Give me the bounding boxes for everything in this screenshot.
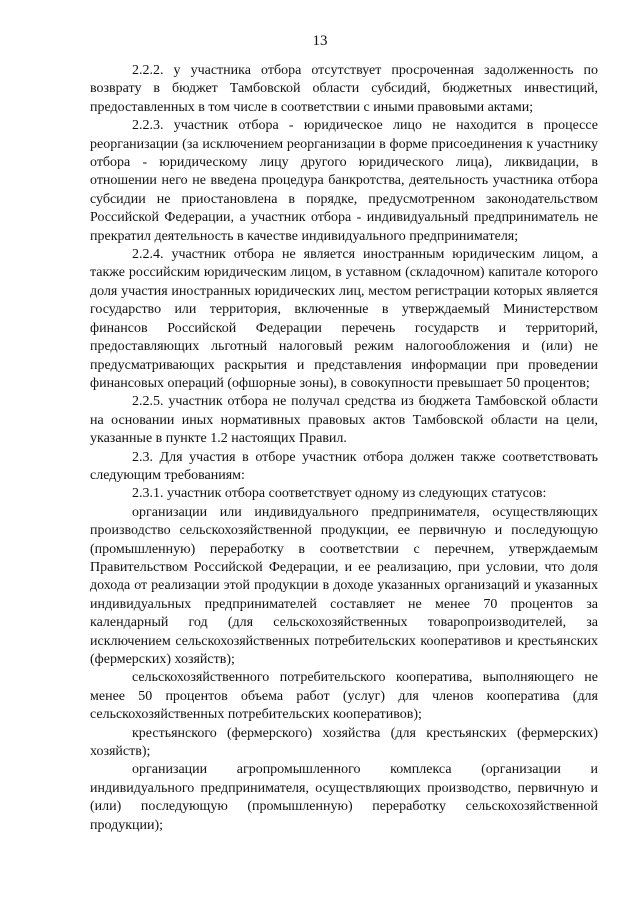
paragraph-2-2-5: 2.2.5. участник отбора не получал средства из бюджета Тамбовской области на основании иных нормативных правовых актов Тамбовской области на цели, указанные в пункте 1.2 настоящих Правил. <box>90 394 598 447</box>
paragraph-2-2-3: 2.2.3. участник отбора - юридическое лицо не находится в процессе реорганизации (за исключением реорганизации в форме присоединения к участнику отбора - юридическому лицу другого юридического лица), ликвидации, в отношении него не введена процедура банкротства, деятельность участника отбора субсидии не приостановлена в порядке, предусмотренном законодательством Российской Федерации, а участник отбора - индивидуальный предприниматель не прекратил деятельность в качестве индивидуального предпринимателя; <box>90 118 598 244</box>
document-body <box>90 62 598 835</box>
status-item-agro-complex: организации агропромышленного комплекса (организации и индивидуального предпринимателя, осуществляющих производство, первичную и (или) последующую (промышленную) переработку сельскохозяйственной продукции); <box>90 762 598 833</box>
status-item-organization: организации или индивидуального предпринимателя, осуществляющих производство сельскохозяйственной продукции, ее первичную и последующую (промышленную) переработку в соответствии с перечнем, утверждаемым Правительством Российской Федерации, и ее реализацию, при условии, что доля дохода от реализации этой продукции в доходе указанных организаций и указанных индивидуальных предпринимателей составляет не менее 70 процентов за календарный год (для сельскохозяйственных товаропроизводителей, за исключением сельскохозяйственных потребительских кооперативов и крестьянских (фермерских) хозяйств); <box>90 504 598 667</box>
status-item-farm: крестьянского (фермерского) хозяйства (для крестьянских (фермерских) хозяйств); <box>90 725 598 760</box>
paragraph-2-3-1: 2.3.1. участник отбора соответствует одному из следующих статусов: <box>132 486 547 502</box>
paragraph-2-2-2: 2.2.2. у участника отбора отсутствует просроченная задолженность по возврату в бюджет Тамбовской области субсидий, бюджетных инвестиций, предоставленных в том числе в соответствии с иными правовыми актами; <box>90 63 598 115</box>
page-number: 13 <box>312 33 328 49</box>
paragraph-2-3: 2.3. Для участия в отборе участник отбора должен также соответствовать следующим требованиям: <box>90 449 598 483</box>
paragraph-2-2-4: 2.2.4. участник отбора не является иностранным юридическим лицом, а также российским юридическим лицом, в уставном (складочном) капитале которого доля участия иностранных юридических лиц, местом регистрации которых является государство или территория, включенные в утверждаемый Министерством финансов Российской Федерации перечень государств и территорий, предоставляющих льготный налоговый режим налогообложения и (или) не предусматривающих раскрытия и представления информации при проведении финансовых операций (офшорные зоны), в совокупности превышает 50 процентов; <box>90 247 598 391</box>
status-item-cooperative: сельскохозяйственного потребительского кооператива, выполняющего не менее 50 процентов объема работ (услуг) для членов кооператива (для сельскохозяйственных потребительских кооперативов); <box>90 670 598 723</box>
